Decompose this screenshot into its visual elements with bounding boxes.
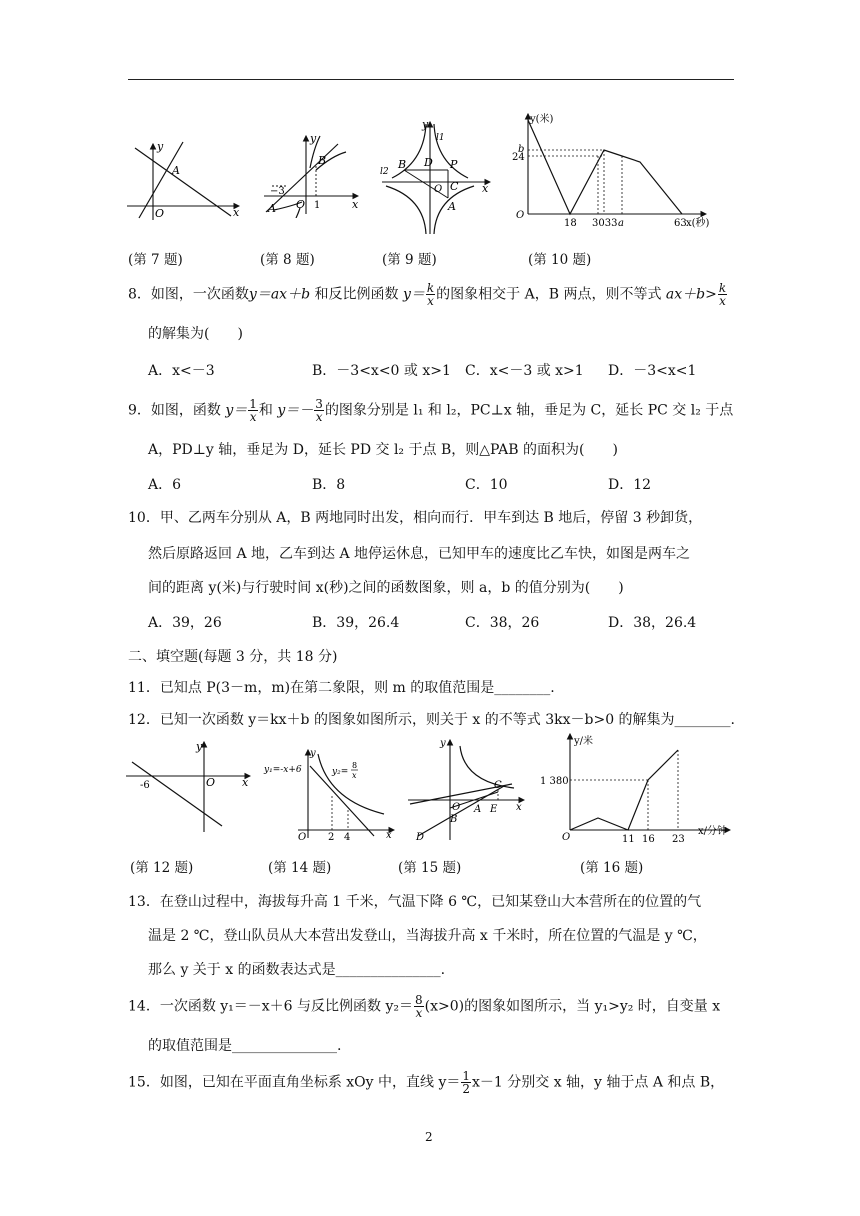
question-13-line3: 那么 y 关于 x 的函数表达式是_______________.	[148, 962, 446, 978]
figure-q15	[404, 736, 528, 844]
f10-b: b	[518, 144, 525, 155]
f9-o: O	[434, 184, 443, 195]
f14-y2: y₂=	[332, 767, 349, 777]
question-11: 11．已知点 P(3－m，m)在第二象限，则 m 的取值范围是________.	[128, 680, 555, 696]
f9-a: A	[448, 200, 456, 213]
f9-y: y	[422, 118, 429, 131]
figure-q8	[262, 128, 362, 218]
caption-q7: (第 7 题)	[128, 252, 183, 268]
f8-m3: −3	[270, 186, 285, 197]
f9-d: D	[424, 156, 433, 169]
f8-one: 1	[314, 200, 321, 211]
q9-option-a: A．6	[148, 477, 182, 493]
f15-e: E	[490, 804, 498, 815]
f15-b: B	[450, 814, 458, 825]
question-15: 15．如图，已知在平面直角坐标系 xOy 中，直线 y＝ $\frac{1}{2}$ x－1 分别交 x 轴，y 轴于点 A 和点 B，	[128, 1069, 725, 1096]
f8-b: B	[318, 154, 327, 167]
caption-q15: (第 15 题)	[398, 860, 462, 876]
fraction-1-over-2: $\frac{1}{2}$	[462, 1069, 470, 1096]
fraction-8-over-x: $\frac{8}{x}$	[415, 993, 423, 1020]
q8-option-a: A．x<－3	[148, 363, 215, 379]
f14-2: 2	[328, 832, 335, 840]
f10-o: O	[516, 210, 525, 221]
f12-y: y	[196, 740, 203, 753]
figure-q12	[124, 738, 254, 834]
f16-11: 11	[622, 834, 635, 845]
f16-1380: 1 380	[540, 776, 569, 787]
f12-m6: -6	[140, 780, 150, 791]
f7-o: O	[155, 207, 165, 220]
f16-o: O	[562, 832, 571, 843]
figure-q16	[540, 730, 736, 848]
f15-c: C	[494, 780, 502, 791]
caption-q14: (第 14 题)	[268, 860, 332, 876]
f7-x: x	[233, 206, 240, 219]
caption-q8: (第 8 题)	[260, 252, 315, 268]
f9-c: C	[450, 180, 459, 193]
q9-option-d: D．12	[608, 477, 652, 493]
page-number: 2	[425, 1130, 433, 1144]
f16-23: 23	[672, 834, 685, 845]
q10-option-a: A．39，26	[148, 615, 222, 631]
caption-q12: (第 12 题)	[130, 860, 194, 876]
question-12: 12．已知一次函数 y＝kx＋b 的图象如图所示，则关于 x 的不等式 3kx－b>0 的解集为________.	[128, 712, 735, 728]
f8-y: y	[310, 132, 317, 145]
caption-q16: (第 16 题)	[580, 860, 644, 876]
q8-option-c: C．x<－3 或 x>1	[465, 363, 584, 379]
f10-y: y(米)	[530, 114, 554, 125]
f14-y1: y₁=-x+6	[264, 765, 302, 775]
q10-option-c: C．38，26	[465, 615, 540, 631]
f10-24: 24	[512, 152, 525, 163]
question-14: 14．一次函数 y₁＝－x＋6 与反比例函数 y₂＝ $\frac{8}{x}$ (x>0)的图象如图所示，当 y₁>y₂ 时，自变量 x	[128, 993, 721, 1020]
f7-y: y	[157, 140, 164, 153]
f9-p: P	[450, 158, 458, 171]
caption-q9: (第 9 题)	[382, 252, 437, 268]
f15-d: D	[416, 832, 425, 843]
f12-x: x	[242, 776, 249, 789]
fraction-3-over-x: $\frac{3}{x}$	[315, 397, 323, 424]
f15-y: y	[440, 738, 446, 749]
f10-x: x(秒)	[686, 218, 710, 229]
header-rule	[128, 79, 734, 80]
q8-option-b: B．－3<x<0 或 x>1	[312, 363, 451, 379]
f9-x: x	[482, 182, 489, 195]
caption-q10: (第 10 题)	[528, 252, 592, 268]
q8-option-d: D．－3<x<1	[608, 363, 697, 379]
f14-o: O	[298, 832, 307, 840]
question-9: 9．如图，函数 y＝ $\frac{1}{x}$ 和 y＝－ $\frac{3}{x}$ 的图象分别是 l₁ 和 l₂，PC⊥x 轴，垂足为 C，延长 PC 交 l₂ 于点	[128, 397, 734, 424]
f10-18: 18	[564, 218, 577, 229]
question-10-line1: 10．甲、乙两车分别从 A，B 两地同时出发，相向而行．甲车到达 B 地后，停留 3 秒卸货，	[128, 510, 703, 526]
f15-a: A	[474, 804, 482, 815]
question-9-line2: A，PD⊥y 轴，垂足为 D，延长 PD 交 l₂ 于点 B，则△PAB 的面积为( )	[148, 442, 618, 458]
question-14-line2: 的取值范围是_______________.	[148, 1038, 342, 1054]
f10-3033: 3033	[592, 218, 618, 229]
question-10-line3: 间的距离 y(米)与行驶时间 x(秒)之间的函数图象，则 a，b 的值分别为( )	[148, 580, 624, 596]
f12-o: O	[206, 776, 216, 789]
f16-y: y/米	[574, 736, 594, 747]
fraction-k-over-x-2: $\frac{k}{x}$	[718, 281, 727, 308]
f14-y: y	[310, 748, 316, 759]
q10-option-d: D．38，26.4	[608, 615, 697, 631]
question-8: 8．如图，一次函数y＝ax＋b 和反比例函数 y＝ $\frac{k}{x}$ 的图象相交于 A，B 两点，则不等式 ax＋b> $\frac{k}{x}$	[128, 281, 727, 308]
figure-q14	[262, 744, 400, 840]
f15-x: x	[516, 802, 522, 813]
f10-63: 63	[674, 218, 687, 229]
question-10-line2: 然后原路返回 A 地，乙车到达 A 地停运休息，已知甲车的速度比乙车快，如图是两车之	[148, 546, 691, 562]
f15-o: O	[452, 802, 461, 813]
f9-l2: l2	[380, 167, 389, 177]
figure-q10	[510, 110, 710, 234]
figure-q7	[125, 138, 245, 222]
q9-option-b: B．8	[312, 477, 346, 493]
f16-x: x/分钟	[698, 826, 728, 837]
f8-o: O	[296, 198, 306, 211]
section-2-heading: 二、填空题(每题 3 分，共 18 分)	[128, 649, 338, 665]
fraction-1-over-x: $\frac{1}{x}$	[249, 397, 257, 424]
question-13-line1: 13．在登山过程中，海拔每升高 1 千米，气温下降 6 ℃，已知某登山大本营所在的位置的气	[128, 894, 702, 910]
f14-den: x	[352, 771, 357, 780]
f14-num: 8	[352, 761, 358, 770]
f9-b: B	[398, 158, 407, 171]
f10-a: a	[618, 218, 624, 229]
fraction-k-over-x: $\frac{k}{x}$	[426, 281, 435, 308]
f8-a: A	[268, 202, 276, 215]
question-8-line2: 的解集为( )	[148, 326, 243, 342]
q9-option-c: C．10	[465, 477, 508, 493]
f9-l1: l1	[436, 133, 445, 143]
f14-4: 4	[344, 832, 351, 840]
question-13-line2: 温是 2 ℃，登山队员从大本营出发登山，当海拔升高 x 千米时，所在位置的气温是 y ℃，	[148, 928, 707, 944]
f8-x: x	[352, 198, 359, 211]
f16-16: 16	[642, 834, 655, 845]
f14-x: x	[386, 830, 392, 840]
f7-a: A	[172, 164, 180, 177]
figure-q9	[378, 118, 494, 236]
q10-option-b: B．39，26.4	[312, 615, 400, 631]
